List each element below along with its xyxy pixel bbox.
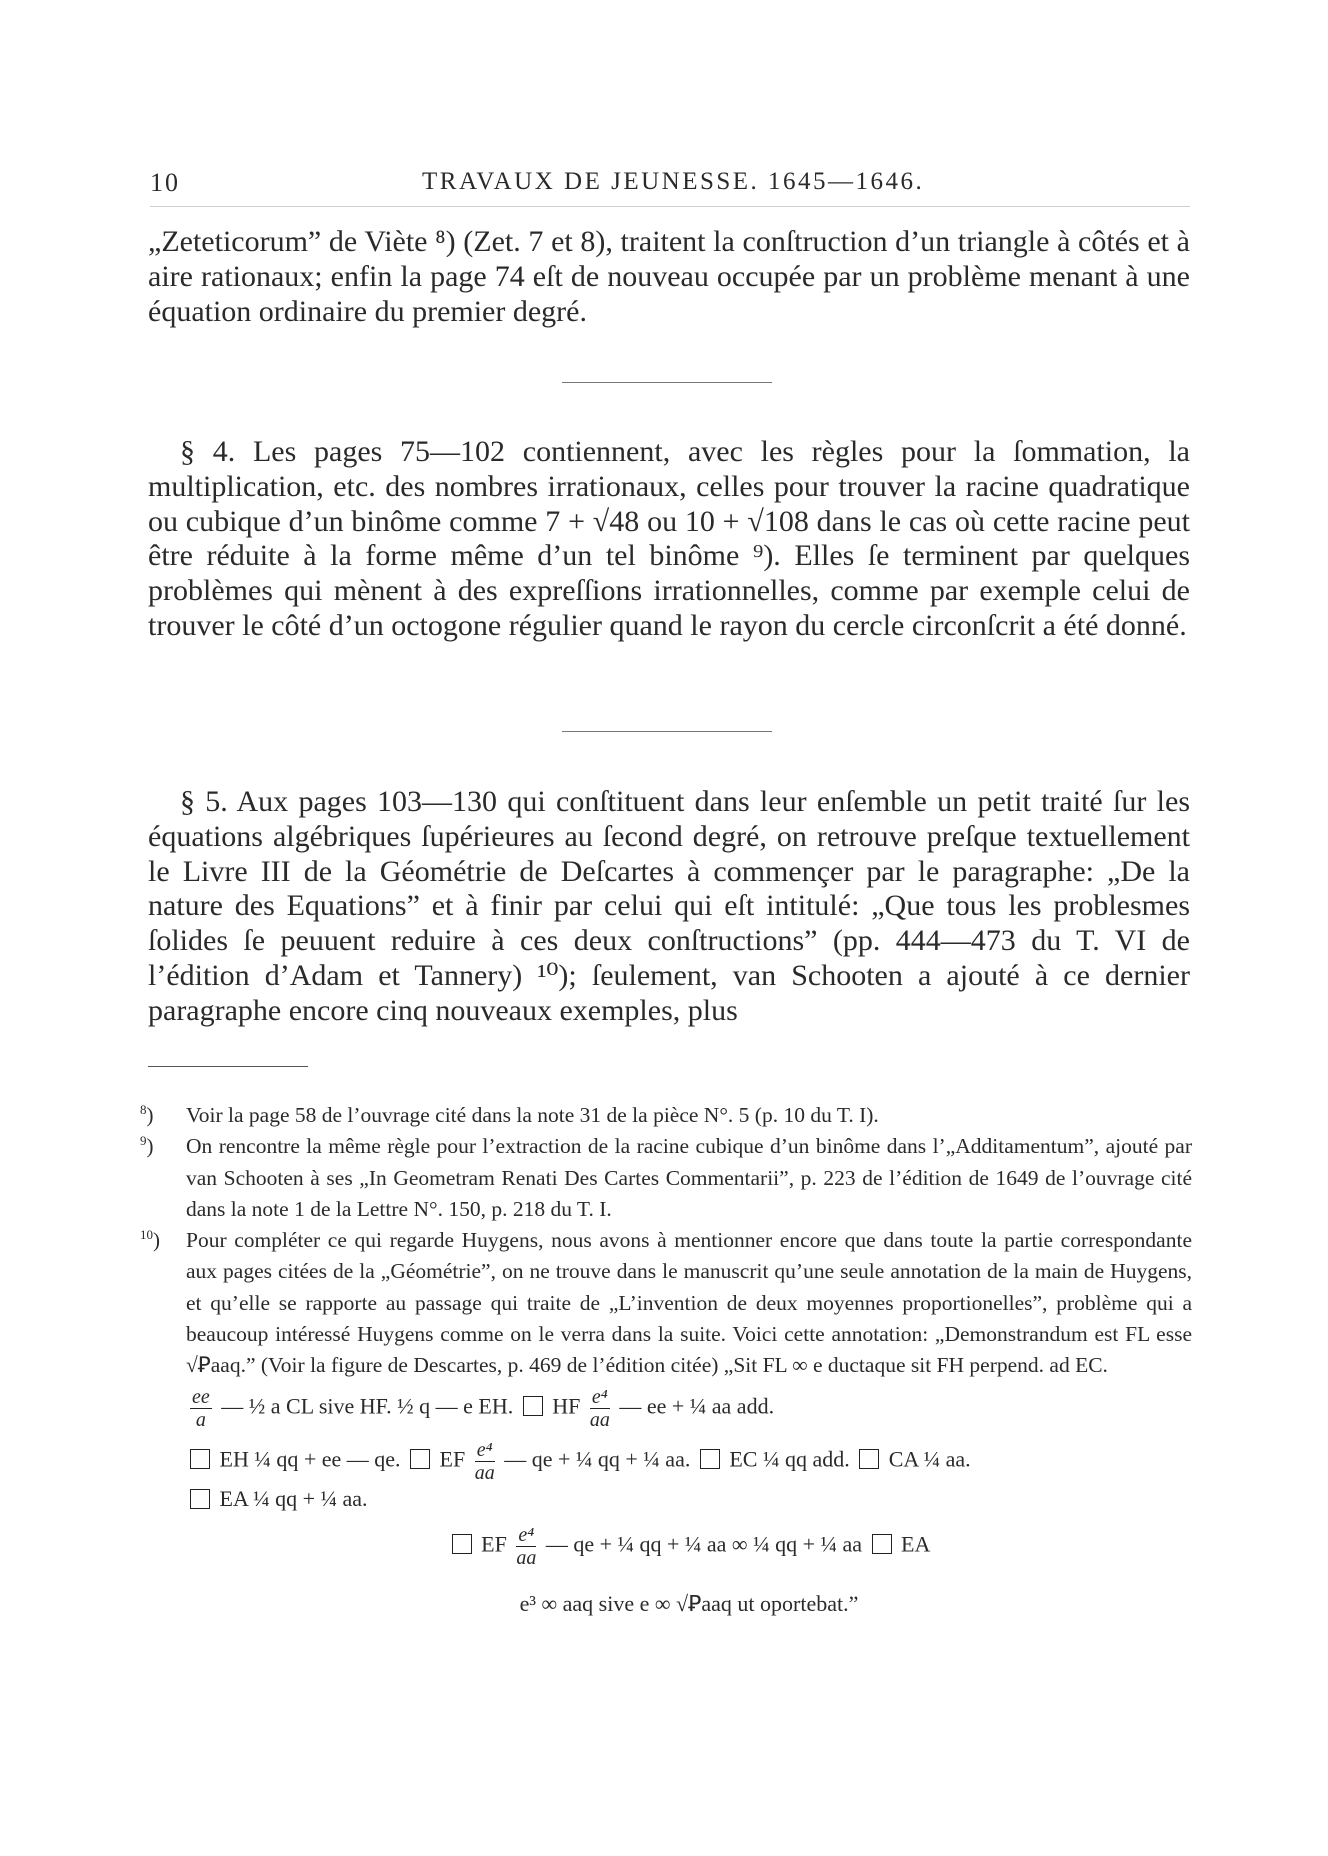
footnote-mark: $^9$) [140, 1133, 154, 1159]
running-header [150, 168, 1190, 208]
math-line-1: $\frac{ee}{a}$ — ½ a CL sive HF. ½ q — e EH. HF $\frac{\text{e⁴}}{aa}$ — ee + ¼ aa add. [192, 1385, 775, 1431]
square-symbol [859, 1449, 879, 1469]
fraction: $\frac{ee}{a}$ [192, 1385, 210, 1431]
paragraph-continuation: „Zeteticorum” de Viète ⁸) (Zet. 7 et 8), traitent la conſtruction d’un triangle à côtés et à aire rationaux; enfin la page 74 eſt de nouveau occupée par un problème menant à une équation ordinaire du premier degré. [148, 225, 1190, 328]
section-separator [562, 382, 772, 383]
square-symbol [190, 1449, 210, 1469]
section-separator [562, 731, 772, 732]
math-line-3: EA ¼ qq + ¼ aa. [186, 1484, 1192, 1514]
footnote-text: On rencontre la même règle pour l’extraction de la racine cubique d’un binôme dans l’„Additamentum”, ajouté par van Schooten à ses „In Geometram Renati Des Cartes Commentarii”, p. 223 de l’édition de 1649 de l’ouvrage cité dans la note 1 de la Lettre N°. 150, p. 218 du T. I. [186, 1134, 1192, 1221]
footnote-8 [140, 1100, 1192, 1131]
page-number: 10 [150, 168, 180, 197]
square-symbol [700, 1449, 720, 1469]
footnote-text: Pour compléter ce qui regarde Huygens, nous avons à mentionner encore que dans toute la partie correspondante aux pages citées de la „Géométrie”, on ne trouve dans le manuscrit qu’une seule annotation de la main de Huygens, et qu’elle se rapporte au passage qui traite de „L’invention de deux moyennes proportionelles”, problème qui a beaucoup intéressé Huygens comme on le verra dans la suite. Voici cette annotation: „Demonstrandum est FL esse √Ꝑaaq.” (Voir la figure de Descartes, p. 469 de l’édition citée) „Sit FL ∞ e ductaque sit FH perpend. ad EC. [186, 1228, 1192, 1378]
square-symbol [523, 1396, 543, 1416]
footnote-mark: $^{10}$) [140, 1227, 160, 1253]
square-symbol [872, 1534, 892, 1554]
math-line-4: EF $\frac{\text{e⁴}}{aa}$ — qe + ¼ qq + ¼ aa ∞ ¼ qq + ¼ aa EA [186, 1524, 1192, 1569]
footnote-rule [148, 1066, 308, 1067]
math-line-2: EH ¼ qq + ee — qe. EF $\frac{\text{e⁴}}{aa}$ — qe + ¼ qq + ¼ aa. EC ¼ qq add. CA ¼ aa. [186, 1439, 1192, 1484]
square-symbol [410, 1449, 430, 1469]
footnote-10 [140, 1225, 1192, 1618]
fraction: $\frac{\text{e⁴}}{aa}$ [474, 1438, 495, 1484]
running-title: TRAVAUX DE JEUNESSE. 1645—1646. [422, 168, 925, 195]
paragraph-section-4: § 4. Les pages 75—102 contiennent, avec les règles pour la ſommation, la multiplication, etc. des nombres irrationaux, celles pour trouver la racine quadratique ou cubique d’un binôme comme 7 + √48 ou 10 + √108 dans le cas où cette racine peut être réduite à la forme même d’un tel binôme ⁹). Elles ſe terminent par quelques problèmes qui mènent à des expreſſions irrationnelles, comme par exemple celui de trouver le côté d’un octogone régulier quand le rayon du cercle circonſcrit a été donné. [148, 435, 1190, 642]
square-symbol [452, 1534, 472, 1554]
math-line-5: e³ ∞ aaq sive e ∞ √Ꝑaaq ut oportebat.” [519, 1590, 859, 1616]
fraction: $\frac{\text{e⁴}}{aa}$ [589, 1385, 610, 1431]
footnote-text: Voir la page 58 de l’ouvrage cité dans la note 31 de la pièce N°. 5 (p. 10 du T. I). [186, 1103, 879, 1127]
footnote-9 [140, 1131, 1192, 1225]
square-symbol [190, 1489, 210, 1509]
footnote-mark: $^8$) [140, 1102, 154, 1127]
header-rule [150, 206, 1190, 207]
paragraph-section-5: § 5. Aux pages 103—130 qui conſtituent dans leur enſemble un petit traité ſur les équations algébriques ſupérieures au ſecond degré, on retrouve preſque textuellement le Livre III de la Géométrie de Deſcartes à commençer par le paragraphe: „De la nature des Equations” et à finir par celui qui eſt intitulé: „Que tous les problesmes ſolides ſe peuuent reduire à ces deux conſtructions” (pp. 444—473 du T. VI de l’édition d’Adam et Tannery) ¹⁰); ſeulement, van Schooten a ajouté à ce dernier paragraphe encore cinq nouveaux exemples, plus [148, 785, 1190, 1027]
footnotes [140, 1100, 1192, 1619]
fraction: $\frac{\text{e⁴}}{aa}$ [516, 1523, 537, 1569]
